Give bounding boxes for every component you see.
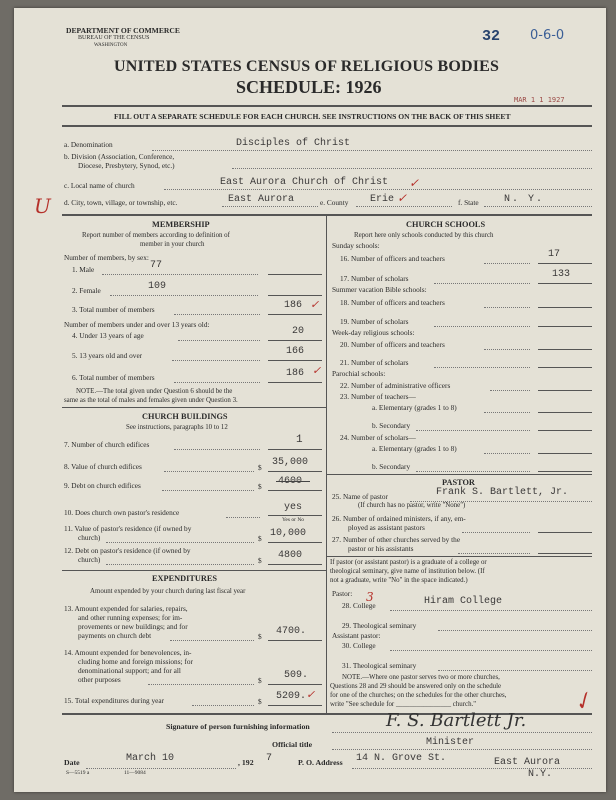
margin-mark: U	[34, 194, 51, 218]
q24b-label: b. Secondary	[372, 462, 411, 471]
q23a-label: a. Elementary (grades 1 to 8)	[372, 403, 457, 412]
pastor-note-3: for one of the churches; on the schedules for the other churches,	[330, 692, 507, 699]
q18-label: 18. Number of officers and teachers	[340, 298, 445, 307]
q27-label-2: pastor or his assistants	[348, 544, 414, 553]
pastor-title: PASTOR	[442, 478, 475, 487]
q10-label: 10. Does church own pastor's residence	[64, 508, 180, 517]
q13-line-2: and other running expenses; for im-	[78, 613, 183, 622]
q25-hint: (If church has no pastor, write "None")	[358, 502, 466, 509]
q14-line-2: cluding home and foreign missions; for	[78, 657, 193, 666]
signature-label: Signature of person furnishing information	[166, 722, 310, 731]
q17-value: 133	[552, 269, 571, 280]
q14-line-3: denominational support; and for all	[78, 666, 181, 675]
form-number: S—5519 a	[66, 770, 90, 776]
q14-line-4: other purposes	[78, 675, 121, 684]
signature-value: F. S. Bartlett Jr.	[386, 710, 527, 731]
pastor-note-4: write "See schedule for ________________ church."	[330, 701, 477, 708]
address-city: East Aurora	[494, 757, 561, 768]
q8-value: 35,000	[272, 457, 309, 468]
q13-value: 4700.	[276, 626, 307, 637]
q28-mark: 3	[366, 590, 374, 604]
check-mark-icon: ✓	[310, 298, 320, 311]
assistant-sub-label: Assistant pastor:	[332, 631, 381, 640]
q2-value: 109	[148, 281, 167, 292]
buildings-intro: See instructions, paragraphs 10 to 12	[126, 424, 228, 431]
q17-label: 17. Number of scholars	[340, 274, 409, 283]
q3-label: 3. Total number of members	[72, 305, 155, 314]
q7-value: 1	[296, 434, 303, 446]
schools-title: CHURCH SCHOOLS	[406, 220, 486, 229]
q5-label: 5. 13 years old and over	[72, 351, 143, 360]
membership-note-1: NOTE.—The total given under Question 6 should be the	[76, 388, 233, 395]
grad-note-2: theological seminary, give name of institution below. (If	[330, 568, 485, 575]
received-stamp: MAR 1 1 1927	[514, 96, 565, 104]
q22-label: 22. Number of administrative officers	[340, 381, 451, 390]
q12-label-1: 12. Debt on pastor's residence (if owned by	[64, 546, 191, 555]
city-field-label: d. City, town, village, or township, etc.	[64, 198, 178, 207]
currency-symbol: $	[258, 534, 262, 543]
schools-intro: Report here only schools conducted by this church	[354, 232, 494, 239]
q13-line-1: 13. Amount expended for salaries, repairs,	[64, 604, 188, 613]
state-value: N. Y.	[504, 194, 545, 205]
division-label-1: b. Division (Association, Conference,	[64, 152, 175, 161]
county-value: Erie	[370, 194, 395, 205]
currency-symbol: $	[258, 632, 262, 641]
membership-title: MEMBERSHIP	[152, 220, 210, 229]
membership-note-2: same as the total of males and females given under Question 3.	[64, 397, 238, 404]
denomination-label: a. Denomination	[64, 140, 113, 149]
q11-label-2: church)	[78, 533, 101, 542]
age-header: Number of members under and over 13 years old:	[64, 320, 210, 329]
q7-label: 7. Number of church edifices	[64, 440, 150, 449]
schedule-year: SCHEDULE: 1926	[236, 77, 382, 97]
address-value: 14 N. Grove St.	[356, 753, 447, 764]
form-title: UNITED STATES CENSUS OF RELIGIOUS BODIES	[114, 58, 500, 75]
buildings-title: CHURCH BUILDINGS	[142, 412, 228, 421]
q24a-label: a. Elementary (grades 1 to 8)	[372, 444, 457, 453]
official-title-label: Official title	[272, 740, 313, 749]
q20-label: 20. Number of officers and teachers	[340, 340, 445, 349]
local-name-value: East Aurora Church of Christ	[220, 177, 389, 188]
q31-label: 31. Theological seminary	[342, 661, 417, 670]
q13-line-3: provements or new buildings; and for	[78, 622, 188, 631]
q9-label: 9. Debt on church edifices	[64, 481, 141, 490]
q21-label: 21. Number of scholars	[340, 358, 409, 367]
currency-symbol: $	[258, 556, 262, 565]
q15-value: 5209.	[276, 691, 307, 702]
q4-label: 4. Under 13 years of age	[72, 331, 144, 340]
q14-value: 509.	[284, 670, 309, 681]
q16-value: 17	[548, 249, 561, 260]
check-mark-icon: ✓	[397, 191, 408, 205]
q13-line-4: payments on church debt	[78, 631, 152, 640]
q28-label: 28. College	[342, 601, 376, 610]
sunday-label: Sunday schools:	[332, 241, 380, 250]
department-label: DEPARTMENT OF COMMERCE	[66, 26, 180, 35]
q16-label: 16. Number of officers and teachers	[340, 254, 445, 263]
state-label: f. State	[458, 198, 479, 207]
pastor-note-2: Questions 28 and 29 should be answered only on the schedule	[330, 683, 502, 690]
q3-value: 186	[284, 300, 303, 311]
currency-symbol: $	[258, 463, 262, 472]
membership-intro-2: member in your church	[140, 241, 205, 248]
instruction-line: FILL OUT A SEPARATE SCHEDULE FOR EACH CHURCH. SEE INSTRUCTIONS ON THE BACK OF THIS SHEET	[114, 112, 511, 121]
division-label-2: Diocese, Presbytery, Synod, etc.)	[78, 161, 175, 170]
check-mark-icon: ✓	[306, 688, 316, 701]
currency-symbol: $	[258, 482, 262, 491]
date-value: March 10	[126, 753, 175, 764]
address-state: N.Y.	[528, 769, 553, 780]
q26-label-1: 26. Number of ordained ministers, if any, em-	[332, 514, 466, 523]
city-label: WASHINGTON	[94, 43, 128, 48]
q4-value: 20	[292, 326, 305, 337]
q6-value: 186	[286, 368, 305, 379]
q27-label-1: 27. Number of other churches served by the	[332, 535, 461, 544]
vacation-label: Summer vacation Bible schools:	[332, 285, 427, 294]
q29-label: 29. Theological seminary	[342, 621, 417, 630]
grad-note-1: If pastor (or assistant pastor) is a graduate of a college or	[330, 559, 487, 566]
q1-label: 1. Male	[72, 265, 95, 274]
q2-label: 2. Female	[72, 286, 101, 295]
parochial-label: Parochial schools:	[332, 369, 386, 378]
city-value: East Aurora	[228, 194, 295, 205]
q28-value: Hiram College	[424, 596, 503, 607]
pastor-name: Frank S. Bartlett, Jr.	[436, 487, 569, 498]
q1-value: 77	[150, 260, 163, 271]
q12-label-2: church)	[78, 555, 101, 564]
local-name-label: c. Local name of church	[64, 181, 135, 190]
q15-label: 15. Total expenditures during year	[64, 696, 165, 705]
year-prefix: , 192	[238, 758, 254, 767]
currency-symbol: $	[258, 676, 262, 685]
check-mark-icon: ✓	[312, 364, 322, 377]
q24-label: 24. Number of scholars—	[340, 433, 416, 442]
q10-hint: Yes or No	[282, 517, 305, 523]
membership-intro-1: Report number of members according to definition of	[82, 232, 230, 239]
schedule-number: 32	[482, 28, 501, 45]
q5-value: 166	[286, 346, 305, 357]
q25-label: 25. Name of pastor	[332, 492, 388, 501]
q6-label: 6. Total number of members	[72, 373, 155, 382]
currency-symbol: $	[258, 697, 262, 706]
q12-value: 4800	[278, 550, 303, 561]
check-mark-icon: ✓	[409, 176, 420, 190]
q30-label: 30. College	[342, 641, 376, 650]
q11-value: 10,000	[270, 528, 307, 539]
check-mark-icon: ✓	[568, 687, 598, 718]
q11-label-1: 11. Value of pastor's residence (if owned by	[64, 524, 192, 533]
year-digit: 7	[266, 753, 273, 764]
pastor-note-1: NOTE.—Where one pastor serves two or more churches,	[342, 674, 500, 681]
q26-label-2: ployed as assistant pastors	[348, 523, 425, 532]
expenditures-intro: Amount expended by your church during last fiscal year	[90, 588, 246, 595]
date-label: Date	[64, 758, 80, 767]
code-mark: 0-6-0	[530, 28, 565, 43]
q23-label: 23. Number of teachers—	[340, 392, 416, 401]
address-label: P. O. Address	[298, 758, 343, 767]
expenditures-title: EXPENDITURES	[152, 574, 218, 583]
county-label: e. County	[320, 198, 349, 207]
q23b-label: b. Secondary	[372, 421, 411, 430]
pastor-sub-label: Pastor:	[332, 589, 353, 598]
denomination-value: Disciples of Christ	[236, 138, 351, 149]
by-sex-label: Number of members, by sex:	[64, 253, 149, 262]
census-schedule-sheet	[14, 8, 606, 792]
q19-label: 19. Number of scholars	[340, 317, 409, 326]
grad-note-3: not a graduate, write "No" in the space indicated.)	[330, 577, 468, 584]
print-number: 11—9084	[124, 770, 146, 776]
q10-value: yes	[284, 502, 303, 513]
weekday-label: Week-day religious schools:	[332, 328, 415, 337]
q8-label: 8. Value of church edifices	[64, 462, 142, 471]
official-title-value: Minister	[426, 737, 475, 748]
bureau-label: BUREAU OF THE CENSUS	[78, 35, 150, 41]
q14-line-1: 14. Amount expended for benevolences, in-	[64, 648, 192, 657]
